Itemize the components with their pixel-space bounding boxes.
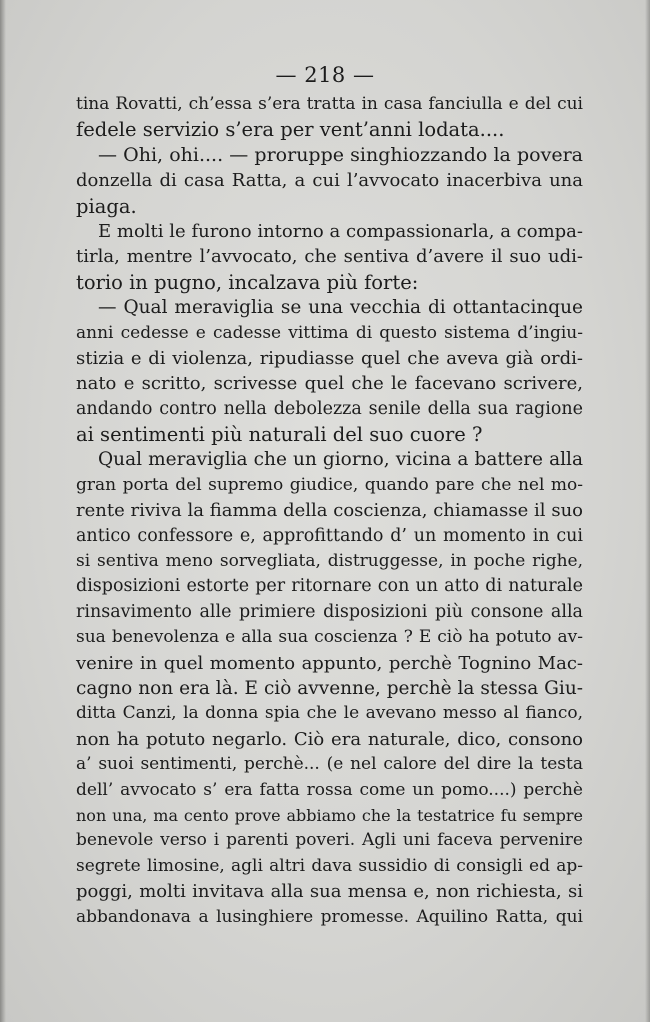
text-line: ditta Canzi, la donna spia che le avevano messo al fianco, [76, 703, 583, 724]
text-line: poggi, molti invitava alla sua mensa e, non richiesta, si [76, 881, 583, 903]
text-line: benevole verso i parenti poveri. Agli uni faceva pervenire [76, 830, 583, 851]
page-number: — 218 — [275, 63, 375, 87]
text-line: antico confessore e, approfittando d’ un momento in cui [76, 525, 583, 546]
text-line: torio in pugno, incalzava più forte: [76, 270, 419, 294]
page-right-edge-shadow [645, 0, 650, 1022]
text-line: ai sentimenti più naturali del suo cuore ? [76, 423, 483, 447]
text-line: sua benevolenza e alla sua coscienza ? E ciò ha potuto av- [76, 627, 583, 648]
text-line: nato e scritto, scrivesse quel che le facevano scrivere, [76, 373, 583, 395]
text-line: — Ohi, ohi.... — proruppe singhiozzando la povera [98, 143, 583, 166]
text-line: rinsavimento alle primiere disposizioni più consone alla [76, 601, 583, 622]
body-text [76, 92, 583, 930]
text-line: cagno non era là. E ciò avvenne, perchè la stessa Giu- [76, 677, 583, 699]
text-line: donzella di casa Ratta, a cui l’avvocato inacerbiva una [76, 170, 583, 192]
text-line: abbandonava a lusinghiere promesse. Aquilino Ratta, qui [76, 906, 583, 927]
text-line: Qual meraviglia che un giorno, vicina a battere alla [98, 449, 583, 471]
text-line: fedele servizio s’era per vent’anni lodata.... [76, 118, 505, 142]
text-line: piaga. [76, 194, 137, 218]
text-line: E molti le furono intorno a compassionarla, a compa- [98, 220, 583, 242]
text-line: si sentiva meno sorvegliata, distruggesse, in poche righe, [76, 551, 583, 572]
text-line: dell’ avvocato s’ era fatta rossa come un pomo....) perchè [76, 779, 583, 800]
text-line: gran porta del supremo giudice, quando pare che nel mo- [76, 474, 583, 495]
text-line: — Qual meraviglia se una vecchia di ottantacinque [98, 297, 583, 319]
text-line: andando contro nella debolezza senile della sua ragione [76, 398, 583, 419]
text-line: tirla, mentre l’avvocato, che sentiva d’avere il suo udi- [76, 246, 583, 268]
text-line: anni cedesse e cadesse vittima di questo sistema d’ingiu- [76, 322, 583, 343]
text-line: tina Rovatti, ch’essa s’era tratta in casa fanciulla e del cui [76, 94, 583, 114]
text-line: segrete limosine, agli altri dava sussidio di consigli ed ap- [76, 855, 583, 876]
text-line: disposizioni estorte per ritornare con un atto di naturale [76, 576, 583, 597]
text-line: non una, ma cento prove abbiamo che la testatrice fu sempre [76, 805, 583, 825]
page-left-edge-shadow [0, 0, 6, 1022]
text-line: non ha potuto negarlo. Ciò era naturale, dico, consono [76, 728, 583, 750]
text-line: rente riviva la fiamma della coscienza, chiamasse il suo [76, 500, 583, 522]
text-line: a’ suoi sentimenti, perchè... (e nel calore del dire la testa [76, 754, 583, 775]
text-line: stizia e di violenza, ripudiasse quel che aveva già ordi- [76, 347, 583, 369]
text-line: venire in quel momento appunto, perchè Tognino Mac- [76, 652, 583, 674]
